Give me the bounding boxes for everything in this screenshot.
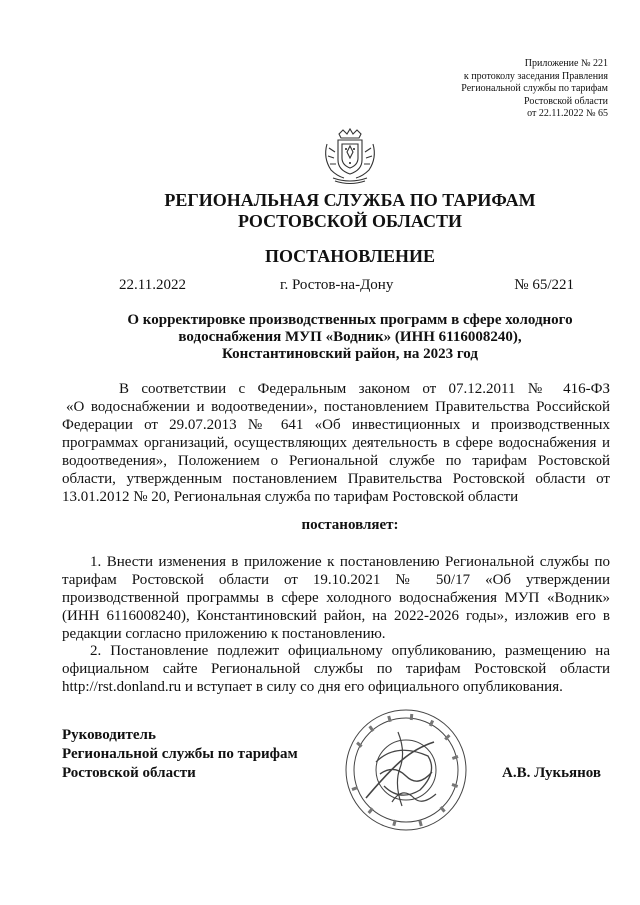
signer-title-line: Ростовской области: [62, 765, 196, 781]
paragraph-line: 2. Постановление подлежит официальному опубликованию, размещению на: [90, 643, 610, 659]
appendix-line: Региональной службы по тарифам: [461, 83, 608, 95]
paragraph-line: программах организаций, осуществляющих деятельность в сфере водоснабжения и: [62, 435, 610, 451]
signer-name: А.В. Лукьянов: [502, 765, 601, 781]
signer-block: [62, 726, 382, 783]
document-subject: [92, 312, 608, 363]
document-place: г. Ростов-на-Дону: [280, 277, 394, 293]
subject-line: водоснабжения МУП «Водник» (ИНН 6116008240),: [178, 329, 522, 345]
paragraph-line: В соответствии с Федеральным законом от 07.12.2011 № 416-ФЗ: [119, 381, 610, 397]
resolve-heading: постановляет:: [301, 517, 399, 533]
subject-line: О корректировке производственных программ в сфере холодного: [127, 312, 573, 328]
appendix-line: Приложение № 221: [524, 58, 608, 69]
paragraph-line: 13.01.2012 № 20, Региональная служба по тарифам Ростовской области: [62, 489, 519, 505]
paragraph-line: http://rst.donland.ru и вступает в силу со дня его официального опубликования.: [62, 679, 563, 695]
paragraph-line: производственной программы в сфере холодного водоснабжения МУП «Водник»: [62, 590, 610, 606]
subject-line: Константиновский район, на 2023 год: [222, 346, 478, 362]
paragraph-line: (ИНН 6116008240), Константиновский район, на 2022-2026 годы», изложив его в: [62, 608, 610, 624]
appendix-note: [368, 58, 608, 121]
preamble-paragraph: [62, 380, 610, 506]
document-date: 22.11.2022: [119, 277, 186, 293]
item-1-paragraph: [62, 553, 610, 643]
document-number: № 65/221: [514, 277, 574, 293]
paragraph-line: «О водоснабжении и водоотведении», постановлением Правительства Российской: [66, 399, 610, 415]
paragraph-line: тарифам Ростовской области от 19.10.2021 № 50/17 «Об утверждении: [62, 572, 610, 588]
document-meta: [114, 276, 574, 294]
item-2-paragraph: [62, 642, 610, 696]
signer-title-line: Региональной службы по тарифам: [62, 746, 298, 762]
paragraph-line: Федерации от 29.07.2013 № 641 «Об инвестиционных и производственных: [62, 417, 610, 433]
appendix-line: к протоколу заседания Правления: [463, 70, 608, 82]
official-stamp-icon: [336, 702, 476, 842]
organization-title-line: РОСТОВСКОЙ ОБЛАСТИ: [238, 211, 462, 231]
paragraph-line: 1. Внести изменения в приложение к постановлению Региональной службы по: [90, 554, 610, 570]
coat-of-arms-icon: [319, 124, 381, 186]
paragraph-line: редакции согласно приложению к постановлению.: [62, 626, 386, 642]
paragraph-line: официальном сайте Региональной службы по тарифам Ростовской области: [62, 661, 610, 677]
appendix-line: Ростовской области: [524, 95, 608, 107]
paragraph-line: области, утвержденным постановлением Правительства Ростовской области от: [62, 471, 610, 487]
document-type: ПОСТАНОВЛЕНИЕ: [264, 246, 436, 266]
signer-title-line: Руководитель: [62, 727, 156, 743]
organization-title-line: РЕГИОНАЛЬНАЯ СЛУЖБА ПО ТАРИФАМ: [164, 190, 536, 210]
organization-title: [0, 190, 640, 232]
paragraph-line: водоотведения», Положением о Региональной службе по тарифам Ростовской: [62, 453, 610, 469]
appendix-line: от 22.11.2022 № 65: [527, 108, 608, 120]
